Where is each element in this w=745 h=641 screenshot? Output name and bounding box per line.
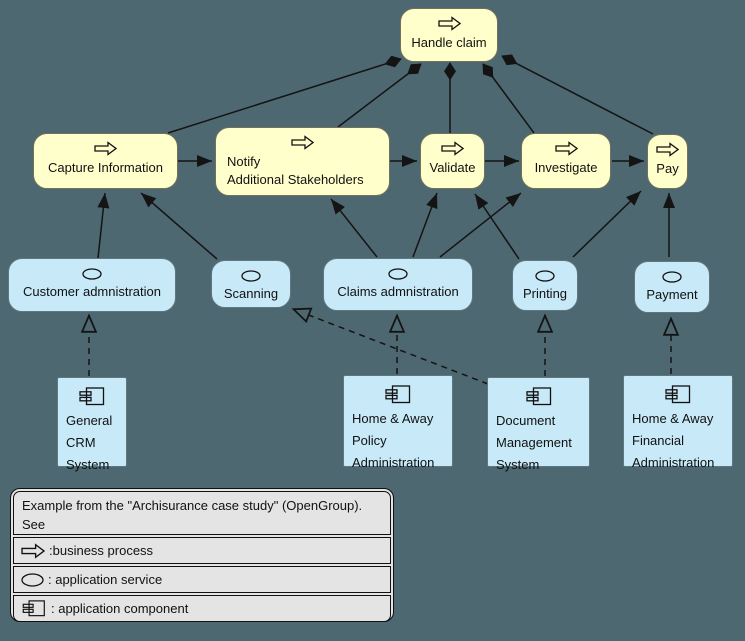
process-node-capture-information (33, 133, 178, 189)
component-node-document-management-system (487, 377, 590, 472)
application-service-icon (21, 573, 44, 587)
edge-composition (168, 59, 401, 133)
application-component-icon (79, 387, 105, 406)
legend-label: :business process (49, 543, 154, 558)
service-node-printing (512, 260, 578, 311)
business-process-icon (94, 141, 117, 156)
component-node-general-crm-system (57, 377, 127, 472)
legend-row-application-component (13, 595, 391, 622)
service-node-claims-administration (323, 258, 473, 311)
process-label: Validate (429, 160, 476, 175)
process-label: Pay (656, 161, 679, 176)
business-process-icon (441, 141, 464, 156)
edge-serving (413, 193, 437, 257)
component-label: Home & Away Financial Administration (632, 411, 715, 470)
application-service-icon (388, 268, 408, 280)
application-component-icon (526, 387, 552, 406)
edge-serving (98, 193, 105, 258)
service-label: Scanning (223, 286, 279, 301)
application-service-icon (535, 270, 555, 282)
process-label: Investigate (534, 160, 598, 175)
component-label: Document Management System (496, 413, 572, 472)
service-label: Claims admnistration (337, 284, 459, 299)
process-node-investigate (521, 133, 611, 189)
component-label: Home & Away Policy Administration (352, 411, 435, 470)
edge-serving (475, 194, 519, 259)
application-service-icon (662, 271, 682, 283)
business-process-icon (438, 16, 461, 31)
edge-serving (331, 199, 377, 257)
process-label: Capture Information (48, 160, 163, 175)
legend-row-business-process (13, 537, 391, 564)
service-label: Payment (646, 287, 698, 302)
legend-row-application-service (13, 566, 391, 593)
component-node-home-away-policy-administration (343, 375, 453, 470)
process-node-handle-claim (400, 8, 498, 62)
process-node-pay (647, 134, 688, 189)
edge-composition (502, 56, 653, 134)
edge-composition (338, 64, 421, 127)
application-component-icon (665, 385, 691, 404)
business-process-icon (656, 142, 679, 157)
legend-label: : application component (51, 601, 189, 616)
service-node-customer-administration (8, 258, 176, 312)
legend (10, 488, 394, 622)
service-label: Printing (522, 286, 568, 301)
process-label: Handle claim (411, 35, 487, 50)
component-label: General CRM System (66, 413, 113, 472)
process-label: Notify Additional Stakeholders (227, 154, 364, 187)
business-process-icon (21, 543, 45, 559)
process-node-validate (420, 133, 485, 189)
application-service-icon (241, 270, 261, 282)
service-node-scanning (211, 260, 291, 308)
service-label: Customer admnistration (23, 284, 161, 299)
edge-composition (483, 64, 534, 133)
application-component-icon (385, 385, 411, 404)
component-node-home-away-financial-administration (623, 375, 733, 470)
legend-note: Example from the "Archisurance case study" (OpenGroup). See (13, 491, 391, 535)
application-service-icon (82, 268, 102, 280)
edge-serving (141, 193, 217, 259)
business-process-icon (291, 135, 314, 150)
process-node-notify-additional-stakeholders (215, 127, 390, 196)
application-component-icon (21, 600, 47, 617)
service-node-payment (634, 261, 710, 313)
edge-serving (573, 191, 641, 257)
business-process-icon (555, 141, 578, 156)
edge-realization (293, 309, 488, 384)
legend-label: : application service (48, 572, 163, 587)
